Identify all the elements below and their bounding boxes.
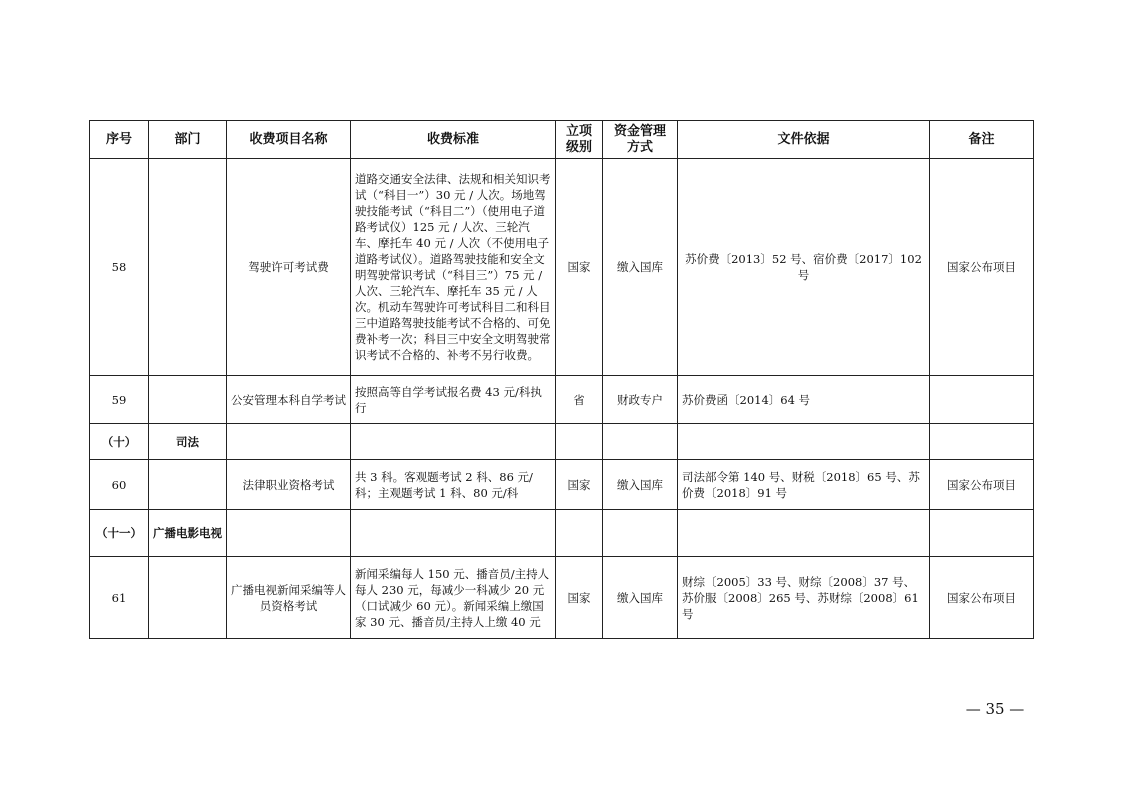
row-basis: 苏价费函〔2014〕64 号 — [678, 376, 930, 424]
row-name: 法律职业资格考试 — [227, 460, 351, 510]
header-level: 立项级别 — [556, 121, 603, 159]
header-row — [90, 121, 1034, 159]
row-no: 61 — [90, 557, 149, 639]
row-standard: 道路交通安全法律、法规和相关知识考试（“科目一”）30 元 / 人次。场地驾驶技能考试（“科目二”）（使用电子道路考试仪）125 元 / 人次、三轮汽车、摩托车 40 元 / 人次（不使用电子道路考试仪）。道路驾驶技能和安全文明驾驶常识考试（“科目三”）75 元 / 人次、三轮汽车、摩托车 35 元 / 人次。机动车驾驶许可考试科目二和科目三中道路驾驶技能考试不合格的、可免费补考一次；科目三中安全文明驾驶常识考试不合格的、补考不另行收费。 — [351, 159, 556, 376]
row-basis: 财综〔2005〕33 号、财综〔2008〕37 号、苏价服〔2008〕265 号、苏财综〔2008〕61 号 — [678, 557, 930, 639]
fee-table — [89, 120, 1034, 639]
row-standard: 按照高等自学考试报名费 43 元/科执行 — [351, 376, 556, 424]
category-row — [90, 510, 1034, 557]
table-row — [90, 376, 1034, 424]
row-standard: 新闻采编每人 150 元、播音员/主持人每人 230 元，每减少一科减少 20 元（口试减少 60 元）。新闻采编上缴国家 30 元、播音员/主持人上缴 40 元 — [351, 557, 556, 639]
header-no: 序号 — [90, 121, 149, 159]
category-dept: 司法 — [149, 424, 227, 460]
row-fund: 缴入国库 — [603, 159, 678, 376]
row-note — [930, 376, 1034, 424]
header-basis: 文件依据 — [678, 121, 930, 159]
table-row — [90, 159, 1034, 376]
row-dept — [149, 376, 227, 424]
row-basis: 苏价费〔2013〕52 号、宿价费〔2017〕102 号 — [678, 159, 930, 376]
category-row — [90, 424, 1034, 460]
category-no: （十） — [90, 424, 149, 460]
header-dept: 部门 — [149, 121, 227, 159]
row-no: 60 — [90, 460, 149, 510]
row-dept — [149, 460, 227, 510]
row-fund: 缴入国库 — [603, 460, 678, 510]
row-note: 国家公布项目 — [930, 557, 1034, 639]
category-dept: 广播电影电视 — [149, 510, 227, 557]
row-fund: 缴入国库 — [603, 557, 678, 639]
row-fund: 财政专户 — [603, 376, 678, 424]
table-row — [90, 460, 1034, 510]
row-no: 58 — [90, 159, 149, 376]
header-standard: 收费标准 — [351, 121, 556, 159]
category-no: （十一） — [90, 510, 149, 557]
row-name: 公安管理本科自学考试 — [227, 376, 351, 424]
row-name: 驾驶许可考试费 — [227, 159, 351, 376]
header-fund: 资金管理方式 — [603, 121, 678, 159]
row-dept — [149, 557, 227, 639]
row-level: 国家 — [556, 557, 603, 639]
row-level: 国家 — [556, 159, 603, 376]
row-dept — [149, 159, 227, 376]
header-note: 备注 — [930, 121, 1034, 159]
row-note: 国家公布项目 — [930, 460, 1034, 510]
row-standard: 共 3 科。客观题考试 2 科、86 元/科；主观题考试 1 科、80 元/科 — [351, 460, 556, 510]
row-level: 国家 — [556, 460, 603, 510]
row-note: 国家公布项目 — [930, 159, 1034, 376]
row-no: 59 — [90, 376, 149, 424]
header-name: 收费项目名称 — [227, 121, 351, 159]
row-level: 省 — [556, 376, 603, 424]
table-row — [90, 557, 1034, 639]
row-basis: 司法部令第 140 号、财税〔2018〕65 号、苏价费〔2018〕91 号 — [678, 460, 930, 510]
page-number: — 35 — — [965, 700, 1025, 718]
row-name: 广播电视新闻采编等人员资格考试 — [227, 557, 351, 639]
